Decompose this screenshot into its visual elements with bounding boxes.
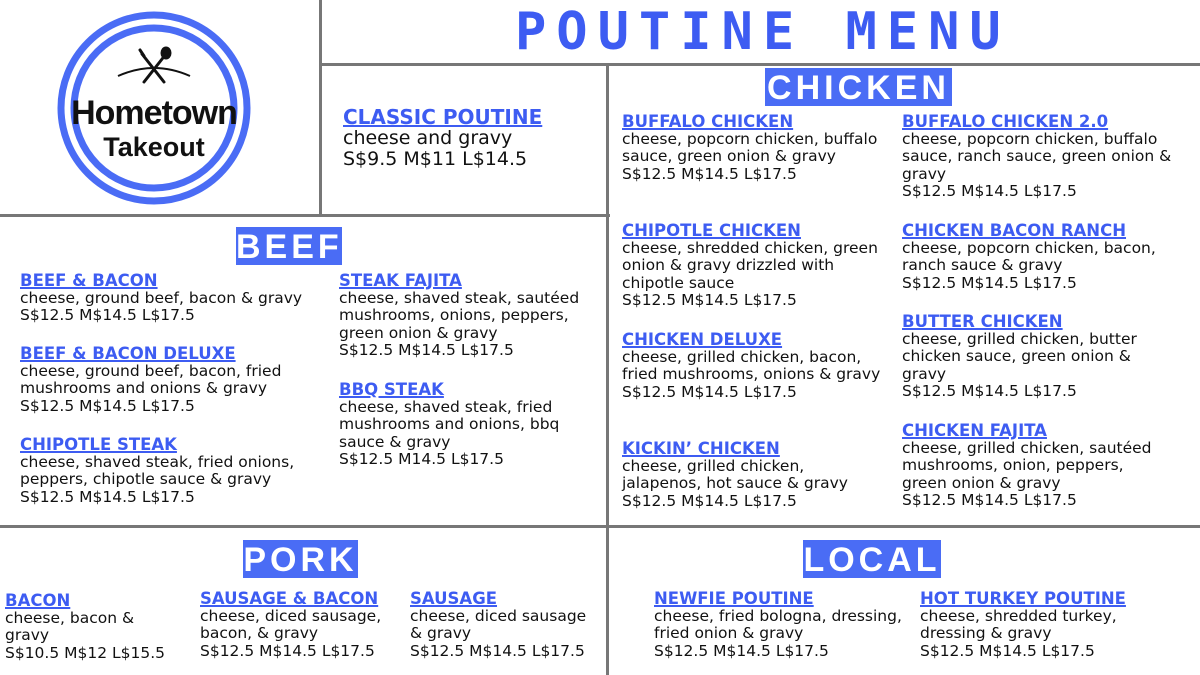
item-description: cheese, shaved steak, fried mushrooms and onions, bbq sauce & gravy <box>339 397 560 451</box>
item-description: cheese, shredded turkey, dressing & gravy <box>920 606 1117 642</box>
item-price: S$12.5 M$14.5 L$17.5 <box>902 182 1077 200</box>
item-price: S$12.5 M$14.5 L$17.5 <box>410 641 585 660</box>
section-badge-beef: BEEF <box>236 228 343 266</box>
item-description: cheese, popcorn chicken, buffalo sauce, green onion & gravy <box>622 129 878 165</box>
item-name: BACON <box>5 591 71 610</box>
item-name: CHIPOTLE CHICKEN <box>622 221 801 240</box>
menu-item <box>622 440 884 510</box>
menu-item <box>902 422 1172 510</box>
item-name: SAUSAGE & BACON <box>200 589 379 608</box>
menu-item <box>339 272 601 360</box>
item-price: S$12.5 M$14.5 L$17.5 <box>622 491 797 510</box>
item-price: S$12.5 M$14.5 L$17.5 <box>339 341 514 359</box>
item-name: BEEF & BACON DELUXE <box>20 344 236 363</box>
divider-top-horizontal <box>0 214 610 217</box>
item-description: cheese, diced sausage, bacon, & gravy <box>200 606 382 642</box>
logo <box>56 10 252 206</box>
divider-header-horizontal <box>320 63 1200 66</box>
item-price: S$12.5 M$14.5 L$17.5 <box>20 306 195 324</box>
divider-logo-vertical <box>319 0 322 216</box>
menu-item <box>902 313 1172 401</box>
menu-item <box>654 590 904 660</box>
item-name: CLASSIC POUTINE <box>343 105 543 129</box>
item-description: cheese, ground beef, bacon, fried mushrooms and onions & gravy <box>20 361 282 397</box>
section-badge-pork: PORK <box>243 541 358 579</box>
menu-item <box>20 436 320 506</box>
item-price: S$12.5 M14.5 L$17.5 <box>339 450 504 468</box>
item-name: HOT TURKEY POUTINE <box>920 589 1126 608</box>
item-name: CHICKEN DELUXE <box>622 330 783 349</box>
item-name: NEWFIE POUTINE <box>654 589 814 608</box>
item-description: cheese, shredded chicken, green onion & gravy drizzled with chipotle sauce <box>622 238 878 292</box>
item-price: S$12.5 M$14.5 L$17.5 <box>20 396 195 415</box>
item-name: BUFFALO CHICKEN <box>622 112 794 131</box>
item-description: cheese, shaved steak, sautéed mushrooms, onions, peppers, green onion & gravy <box>339 288 580 342</box>
item-description: cheese, diced sausage & gravy <box>410 606 587 642</box>
item-price: S$12.5 M$14.5 L$17.5 <box>920 641 1095 660</box>
item-name: STEAK FAJITA <box>339 271 462 290</box>
item-price: S$9.5 M$11 L$14.5 <box>343 148 528 170</box>
item-name: CHICKEN FAJITA <box>902 421 1047 440</box>
item-name: BUTTER CHICKEN <box>902 312 1063 331</box>
item-price: S$12.5 M$14.5 L$17.5 <box>200 641 375 660</box>
menu-item <box>902 222 1172 292</box>
item-price: S$12.5 M$14.5 L$17.5 <box>902 273 1077 292</box>
menu-item <box>622 331 884 401</box>
logo-text-takeout: Takeout <box>103 132 205 162</box>
item-price: S$12.5 M$14.5 L$17.5 <box>622 291 797 309</box>
item-description: cheese, grilled chicken, jalapenos, hot sauce & gravy <box>622 456 848 492</box>
item-price: S$12.5 M$14.5 L$17.5 <box>622 382 797 401</box>
menu-item <box>339 381 589 469</box>
item-description: cheese, ground beef, bacon & gravy <box>20 288 303 307</box>
item-name: CHIPOTLE STEAK <box>20 435 177 454</box>
item-description: cheese, bacon & gravy <box>5 608 135 644</box>
item-name: BEEF & BACON <box>20 271 158 290</box>
menu-item <box>20 272 330 325</box>
item-description: cheese, fried bologna, dressing, fried onion & gravy <box>654 606 902 642</box>
page-title: POUTINE MENU <box>515 2 1011 62</box>
menu-item <box>920 590 1160 660</box>
section-badge-local: LOCAL <box>803 541 941 579</box>
item-price: S$12.5 M$14.5 L$17.5 <box>902 491 1077 509</box>
item-price: S$12.5 M$14.5 L$17.5 <box>622 164 797 183</box>
item-description: cheese, grilled chicken, butter chicken sauce, green onion & gravy <box>902 329 1137 383</box>
item-description: cheese, grilled chicken, bacon, fried mushrooms, onions & gravy <box>622 347 881 383</box>
menu-item <box>5 591 166 662</box>
item-description: cheese, shaved steak, fried onions, peppers, chipotle sauce & gravy <box>20 452 295 488</box>
menu-item <box>902 113 1172 201</box>
item-price: S$12.5 M$14.5 L$17.5 <box>902 382 1077 400</box>
divider-bottom-horizontal <box>0 525 1200 528</box>
section-badge-chicken: CHICKEN <box>765 68 952 106</box>
divider-center-vertical <box>606 66 609 675</box>
menu-item <box>410 590 600 660</box>
item-price: S$12.5 M$14.5 L$17.5 <box>654 641 829 660</box>
item-description: cheese, grilled chicken, sautéed mushrooms, onion, peppers, green onion & gravy <box>902 438 1152 492</box>
menu-item <box>200 590 405 660</box>
fork-knife-icon <box>140 48 170 82</box>
item-name: BBQ STEAK <box>339 380 444 399</box>
item-description: cheese, popcorn chicken, buffalo sauce, ranch sauce, green onion & gravy <box>902 129 1172 183</box>
logo-text-hometown: Hometown <box>71 94 237 132</box>
item-price: S$10.5 M$12 L$15.5 <box>5 643 166 662</box>
menu-item <box>20 345 320 415</box>
item-description: cheese and gravy <box>343 127 513 149</box>
classic-poutine-item <box>343 107 542 170</box>
item-name: BUFFALO CHICKEN 2.0 <box>902 112 1109 131</box>
menu-item <box>622 222 884 310</box>
menu-item <box>622 113 884 183</box>
item-price: S$12.5 M$14.5 L$17.5 <box>20 487 195 506</box>
item-description: cheese, popcorn chicken, bacon, ranch sauce & gravy <box>902 238 1156 274</box>
item-name: SAUSAGE <box>410 589 498 608</box>
item-name: KICKIN’ CHICKEN <box>622 439 780 458</box>
item-name: CHICKEN BACON RANCH <box>902 221 1127 240</box>
